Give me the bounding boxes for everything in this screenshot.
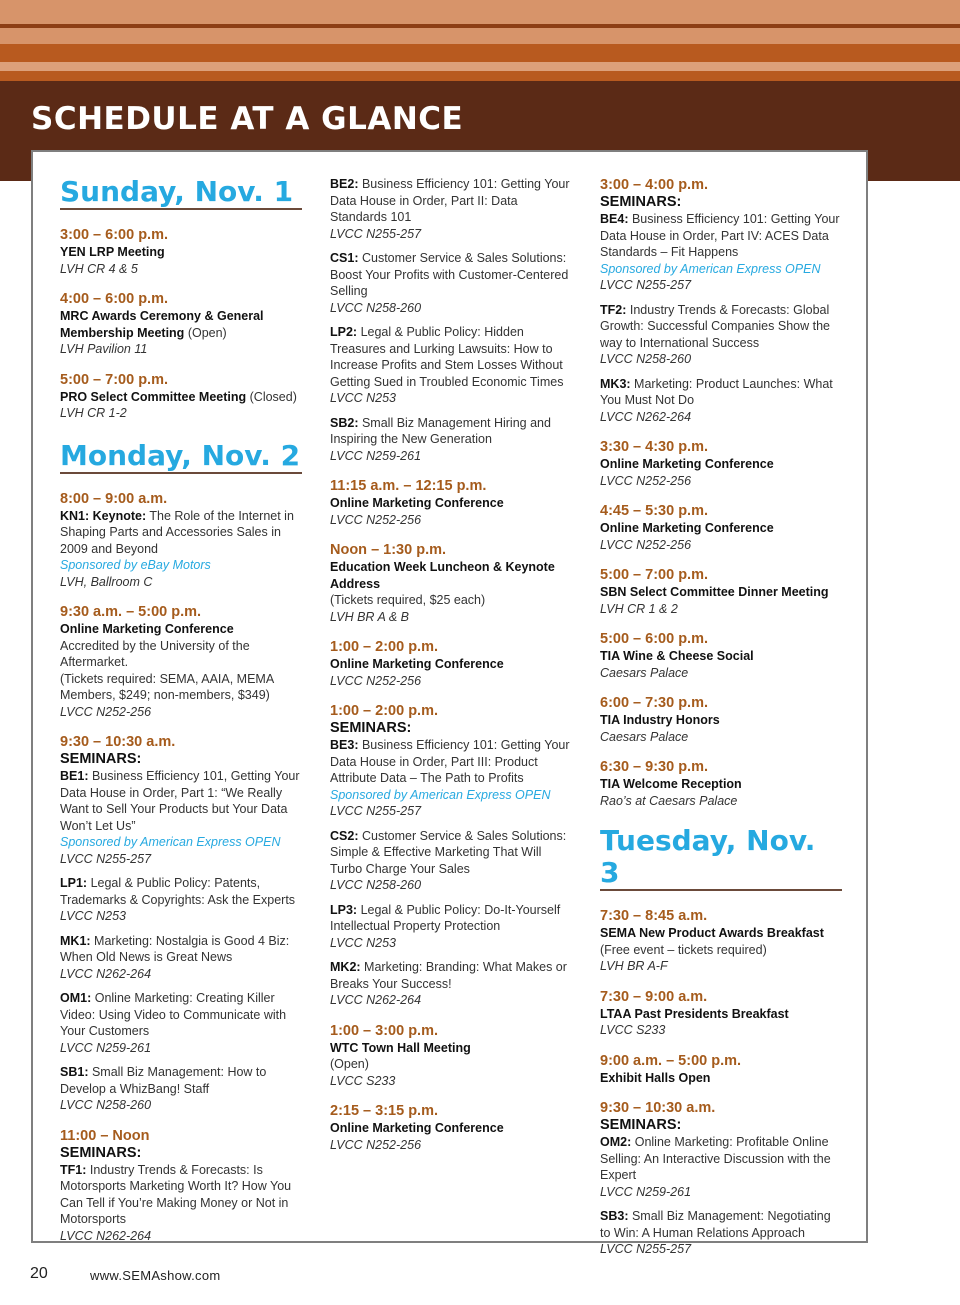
seminars-label: SEMINARS: [330,720,412,736]
session-text: Legal & Public Policy: Do-It-Yourself Intellectual Property Protection [330,902,561,933]
session-code: MK2: [330,960,361,974]
event-time: Noon – 1:30 p.m. [330,542,447,558]
schedule-column-3 [600,176,842,1271]
session-text: Business Efficiency 101, Getting Your Data House in Order, Part 1: “We Really Want to Sell Your Products but Your Data Won’t Let Us” [60,769,300,833]
schedule-event [60,1127,302,1245]
event-time: 7:30 – 9:00 a.m. [600,988,708,1005]
event-time: 4:00 – 6:00 p.m. [60,291,168,307]
session-code: MK1: [60,933,91,948]
schedule-column-1 [60,176,302,1257]
page-title: SCHEDULE AT A GLANCE [31,101,464,137]
session-code: MK3: [600,376,631,391]
event-note: Accredited by the University of the Aftermarket. [60,638,250,669]
schedule-event [330,477,572,528]
schedule-event [330,176,572,464]
event-time: 1:00 – 2:00 p.m. [330,639,438,655]
seminar-session [330,828,572,894]
session-text: Marketing: Product Launches: What You Must Not Do [600,376,833,407]
event-location: LVCC N262-264 [330,993,422,1007]
seminar-session [330,324,572,407]
schedule-event [600,502,842,553]
schedule-event [600,176,842,425]
session-code: CS1: [330,251,359,265]
session-code: TF1: [60,1162,87,1177]
event-time: 8:00 – 9:00 a.m. [60,490,168,507]
session-text: Small Biz Management: How to Develop a WhizBang! Staff [60,1065,267,1096]
session-code: OM1: [60,991,92,1005]
session-code: LP3: [330,902,358,917]
event-location: Caesars Palace [600,729,689,744]
event-title: Online Marketing Conference [600,521,774,535]
event-location: LVCC N253 [330,935,397,950]
schedule-column-2 [330,176,572,1166]
event-location: LVCC N259-261 [330,448,422,463]
seminar-session [600,211,842,294]
event-location: LVH CR 1-2 [60,406,127,420]
session-code: BE2: [330,177,359,191]
session-code: SB3: [600,1209,629,1223]
event-time: 3:00 – 4:00 p.m. [600,177,708,193]
schedule-event [330,1022,572,1090]
event-location: LVCC N255-257 [600,278,692,292]
event-time: 9:30 a.m. – 5:00 p.m. [60,604,202,620]
schedule-event [330,541,572,625]
event-title: Online Marketing Conference [330,496,504,510]
seminar-session [330,902,572,952]
schedule-event [600,566,842,617]
sponsor-text: Sponsored by eBay Motors [60,558,211,572]
seminars-label: SEMINARS: [600,1117,682,1133]
session-text: Customer Service & Sales Solutions: Simple & Effective Marketing That Will Turbo Charge Your Sales [330,828,567,876]
event-location: LVCC N262-264 [600,409,692,424]
seminar-session [600,376,842,426]
event-location: LVCC N255-257 [330,804,422,818]
event-time: 6:00 – 7:30 p.m. [600,695,708,711]
event-time: 5:00 – 7:00 p.m. [600,567,708,583]
seminars-label: SEMINARS: [60,751,142,767]
event-title: TIA Welcome Reception [600,777,742,791]
event-location: Caesars Palace [600,665,689,680]
event-time: 4:45 – 5:30 p.m. [600,503,708,519]
schedule-event [600,907,842,975]
event-location: LVCC S233 [600,1023,666,1037]
event-note: (Open) [330,1057,369,1071]
event-time: 9:00 a.m. – 5:00 p.m. [600,1052,742,1069]
event-location: LVH, Ballroom C [60,574,153,589]
event-title: Online Marketing Conference [330,1121,504,1135]
event-time: 9:30 – 10:30 a.m. [600,1100,716,1116]
event-time: 3:30 – 4:30 p.m. [600,439,708,455]
day-heading-tuesday: Tuesday, Nov. 3 [600,825,842,891]
sponsor-text: Sponsored by American Express OPEN [60,835,281,849]
event-location: LVCC N252-256 [600,537,692,552]
session-text: The Role of the Internet in Shaping Parts and Accessories Sales in 2009 and Beyond [60,508,294,556]
event-location: LVCC N253 [330,391,397,405]
session-text: Marketing: Nostalgia is Good 4 Biz: When Old News is Great News [60,933,290,964]
event-title: WTC Town Hall Meeting [330,1040,471,1055]
event-location: LVCC N252-256 [330,512,422,527]
session-code: KN1: Keynote: [60,508,147,523]
session-code: TF2: [600,302,627,317]
session-text: Online Marketing: Creating Killer Video: Using Video to Communicate with Your Customers [60,991,287,1038]
session-text: Online Marketing: Profitable Online Selling: An Interactive Discussion with the Expert [600,1135,831,1182]
event-location: LVCC N252-256 [600,473,692,488]
event-time: 11:15 a.m. – 12:15 p.m. [330,478,487,494]
page-number: 20 [30,1265,48,1282]
schedule-event [600,438,842,489]
schedule-event [60,226,302,277]
seminar-session [330,250,572,316]
seminar-session [330,737,572,820]
session-code: BE3: [330,738,359,752]
event-location: LVCC N253 [60,909,127,923]
seminars-label: SEMINARS: [600,194,682,210]
session-text: Small Biz Management Hiring and Inspiring the New Generation [330,415,551,446]
event-location: LVCC S233 [330,1073,396,1088]
session-code: LP1: [60,876,88,890]
event-location: LVCC N259-261 [60,1040,152,1055]
event-note: (Open) [187,325,227,340]
event-time: 9:30 – 10:30 a.m. [60,734,176,750]
event-title: YEN LRP Meeting [60,245,165,259]
event-time: 1:00 – 3:00 p.m. [330,1022,438,1039]
event-title: TIA Industry Honors [600,713,720,727]
event-title: Online Marketing Conference [600,457,774,471]
seminar-session [330,415,572,465]
session-code: SB2: [330,415,359,430]
event-location: LVCC N258-260 [330,300,422,315]
seminar-session [330,176,572,242]
event-title: PRO Select Committee Meeting [60,389,247,404]
session-code: BE4: [600,212,629,226]
sponsor-text: Sponsored by American Express OPEN [330,787,551,802]
session-code: BE1: [60,769,89,783]
footer-url: www.SEMAshow.com [90,1268,221,1283]
event-location: LVCC N262-264 [60,1228,152,1243]
schedule-event [60,290,302,358]
event-location: LVH Pavilion 11 [60,342,148,356]
schedule-event [60,490,302,591]
event-location: LVCC N258-260 [60,1098,152,1112]
seminar-session [60,990,302,1056]
session-text: Industry Trends & Forecasts: Global Growth: Successful Companies Show the way to International Success [600,302,830,350]
event-location: LVH BR A & B [330,609,409,624]
header-stripe [0,28,960,44]
event-time: 5:00 – 7:00 p.m. [60,371,168,388]
event-time: 6:30 – 9:30 p.m. [600,759,708,775]
event-time: 3:00 – 6:00 p.m. [60,227,168,243]
seminar-session [60,933,302,983]
seminar-session [60,768,302,867]
session-code: LP2: [330,325,358,339]
header-stripe [0,62,960,71]
event-title: SBN Select Committee Dinner Meeting [600,585,829,599]
seminars-label: SEMINARS: [60,1144,142,1161]
event-location: LVH CR 1 & 2 [600,601,678,616]
event-location: LVCC N252-256 [330,673,422,688]
event-location: LVH BR A-F [600,959,668,973]
event-time: 1:00 – 2:00 p.m. [330,703,438,719]
schedule-event [330,702,572,1009]
event-note: (Free event – tickets required) [600,942,767,957]
session-text: Business Efficiency 101: Getting Your Data House in Order, Part II: Data Standards 101 [330,177,570,224]
event-location: LVH CR 4 & 5 [60,261,138,276]
event-location: LVCC N255-257 [330,226,422,241]
day-heading-monday: Monday, Nov. 2 [60,438,301,472]
event-title: LTAA Past Presidents Breakfast [600,1006,789,1021]
event-time: 7:30 – 8:45 a.m. [600,908,708,924]
header-stripe [0,0,960,24]
schedule-event [330,1102,572,1153]
schedule-event [600,1099,842,1258]
schedule-event [600,988,842,1039]
event-location: LVCC N252-256 [330,1137,422,1152]
event-location: LVCC N259-261 [600,1184,692,1199]
header-stripe [0,71,960,81]
session-text: Legal & Public Policy: Hidden Treasures and Lurking Lawsuits: How to Increase Profits and Stem Losses Without Getting Sued in Troubled Economic Times [330,325,564,389]
schedule-event [600,758,842,809]
schedule-event [60,733,302,1114]
event-title: Online Marketing Conference [330,657,504,671]
seminar-session [600,1208,842,1258]
session-text: Business Efficiency 101: Getting Your Data House in Order, Part IV: ACES Data Standards – Fit Happens [600,212,840,259]
schedule-event [60,603,302,720]
schedule-event [330,638,572,689]
header-stripe [0,44,960,62]
event-title: Education Week Luncheon & Keynote Address [330,560,555,591]
session-text: Marketing: Branding: What Makes or Breaks Your Success! [330,960,567,991]
seminar-session [60,1064,302,1114]
schedule-event [60,371,302,422]
event-note: (Closed) [249,389,297,404]
session-text: Customer Service & Sales Solutions: Boost Your Profits with Customer-Centered Selling [330,251,569,298]
event-location: LVCC N255-257 [600,1242,692,1256]
event-location: LVCC N252-256 [60,704,152,719]
event-title: Exhibit Halls Open [600,1070,711,1085]
schedule-event [600,630,842,681]
event-location: LVCC N255-257 [60,851,152,866]
seminar-session [600,1134,842,1200]
event-title: SEMA New Product Awards Breakfast [600,926,824,940]
event-location: Rao’s at Caesars Palace [600,793,738,808]
session-text: Industry Trends & Forecasts: Is Motorsports Marketing Worth It? How You Can Tell if You’re Making Money or Not in Motorsports [60,1162,292,1226]
event-time: 11:00 – Noon [60,1127,150,1144]
session-text: Small Biz Management: Negotiating to Win: A Human Relations Approach [600,1209,831,1240]
seminar-session [60,875,302,925]
event-title: TIA Wine & Cheese Social [600,649,754,663]
session-code: OM2: [600,1135,632,1149]
session-code: CS2: [330,828,359,843]
day-heading-sunday: Sunday, Nov. 1 [60,176,302,210]
session-text: Business Efficiency 101: Getting Your Data House in Order, Part III: Product Attribute Data – The Path to Profits [330,738,570,785]
event-title: MRC Awards Ceremony & General Membership Meeting [60,309,264,340]
seminar-session [60,1162,302,1245]
event-note: (Tickets required: SEMA, AAIA, MEMA Members, $249; non-members, $349) [60,671,274,702]
schedule-event [600,694,842,745]
seminar-session [330,959,572,1009]
event-title: Online Marketing Conference [60,622,234,636]
event-location: LVCC N258-260 [600,352,692,366]
event-time: 5:00 – 6:00 p.m. [600,631,708,647]
event-location: LVCC N262-264 [60,966,152,981]
event-note: (Tickets required, $25 each) [330,593,486,607]
sponsor-text: Sponsored by American Express OPEN [600,261,821,276]
event-time: 2:15 – 3:15 p.m. [330,1103,438,1119]
seminar-session [600,302,842,368]
event-location: LVCC N258-260 [330,878,422,892]
session-text: Legal & Public Policy: Patents, Trademarks & Copyrights: Ask the Experts [60,876,296,907]
session-code: SB1: [60,1065,89,1079]
schedule-event [600,1052,842,1087]
